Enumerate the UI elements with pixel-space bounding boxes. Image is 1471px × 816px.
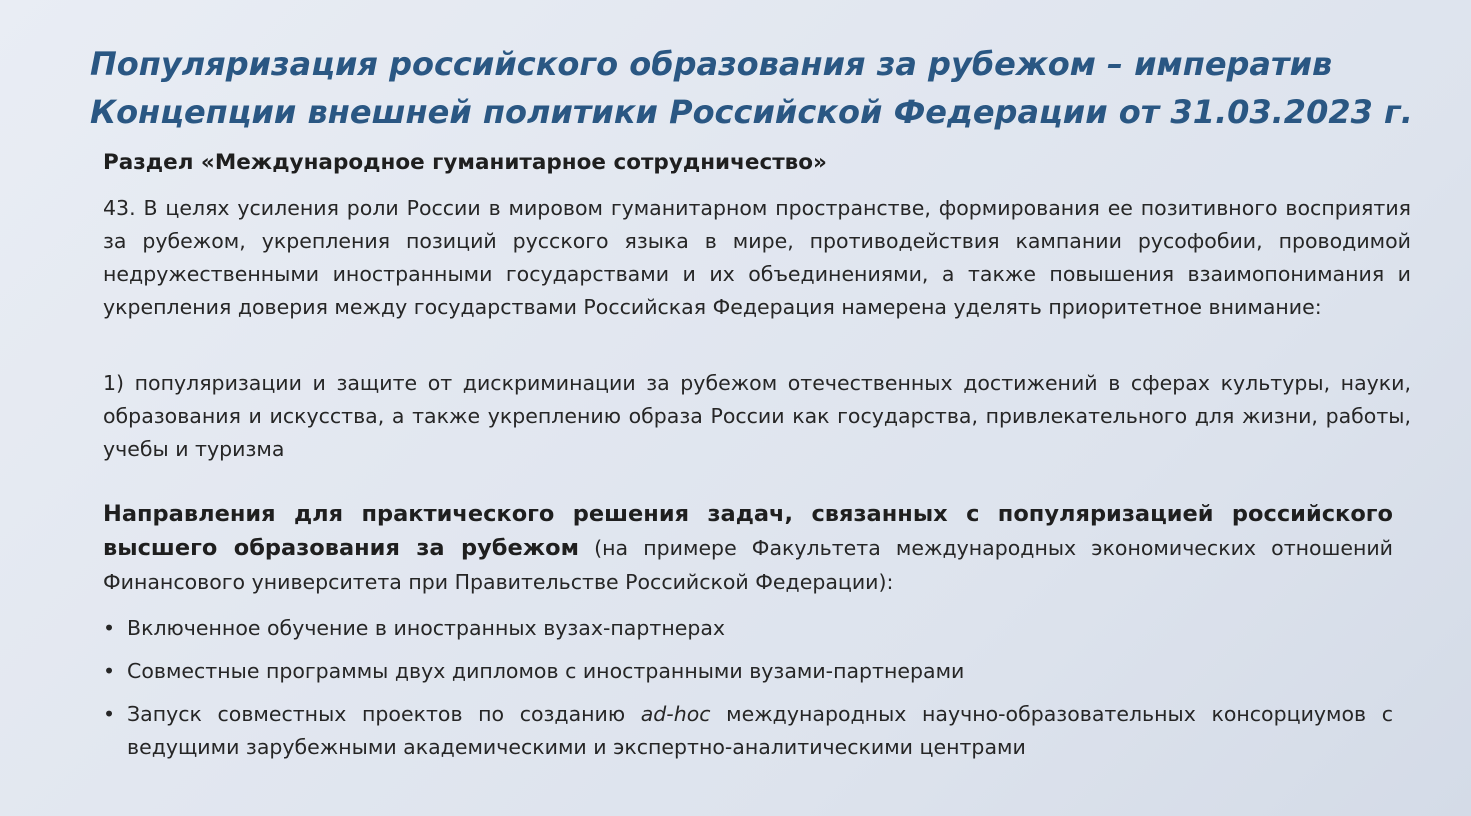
list-item-text: Включенное обучение в иностранных вузах-партнерах [127,616,726,640]
list-item-text [127,702,1393,759]
directions-paragraph [103,497,1393,599]
list-item-text-start: Запуск совместных проектов по созданию [127,702,641,726]
paragraph-1: 1) популяризации и защите от дискриминации за рубежом отечественных достижений в сферах культуры, науки, образования и искусства, а также укреплению образа России как государства, привлекательного для жизни, работы, учебы и туризма [103,371,1411,461]
list-item-text: Совместные программы двух дипломов с иностранными вузами-партнерами [127,659,965,683]
bullet-icon: • [103,659,116,683]
list-item [103,612,1393,645]
bullet-icon: • [103,702,116,726]
section-heading: Раздел «Международное гуманитарное сотрудничество» [103,150,827,175]
slide-title [90,40,1413,136]
directions-list [103,612,1393,774]
slide-title-line-1: Популяризация российского образования за рубежом – императив [90,45,1333,83]
paragraph-43: 43. В целях усиления роли России в мировом гуманитарном пространстве, формирования ее позитивного восприятия за рубежом, укрепления позиций русского языка в мире, противодействия кампании русофобии, проводимой недружественными иностранными государствами и их объединениями, а также повышения взаимопонимания и укрепления доверия между государствами Российская Федерация намерена уделять приоритетное внимание: [103,196,1411,319]
list-item [103,698,1393,764]
directions-note: (на примере Факультета международных экономических отношений Финансового университета при Правительстве Российской Федерации): [103,536,1394,594]
list-item [103,655,1393,688]
list-item-text-italic: ad-hoc [640,702,711,726]
bullet-icon: • [103,616,116,640]
slide-title-line-2: Концепции внешней политики Российской Федерации от 31.03.2023 г. [90,93,1413,131]
list-item-text-end: международных научно-образовательных консорциумов с ведущими зарубежными академическими и экспертно-аналитическими центрами [127,702,1393,759]
directions-heading: Направления для практического решения задач, связанных с популяризацией российского высшего образования за рубежом [103,501,1393,561]
